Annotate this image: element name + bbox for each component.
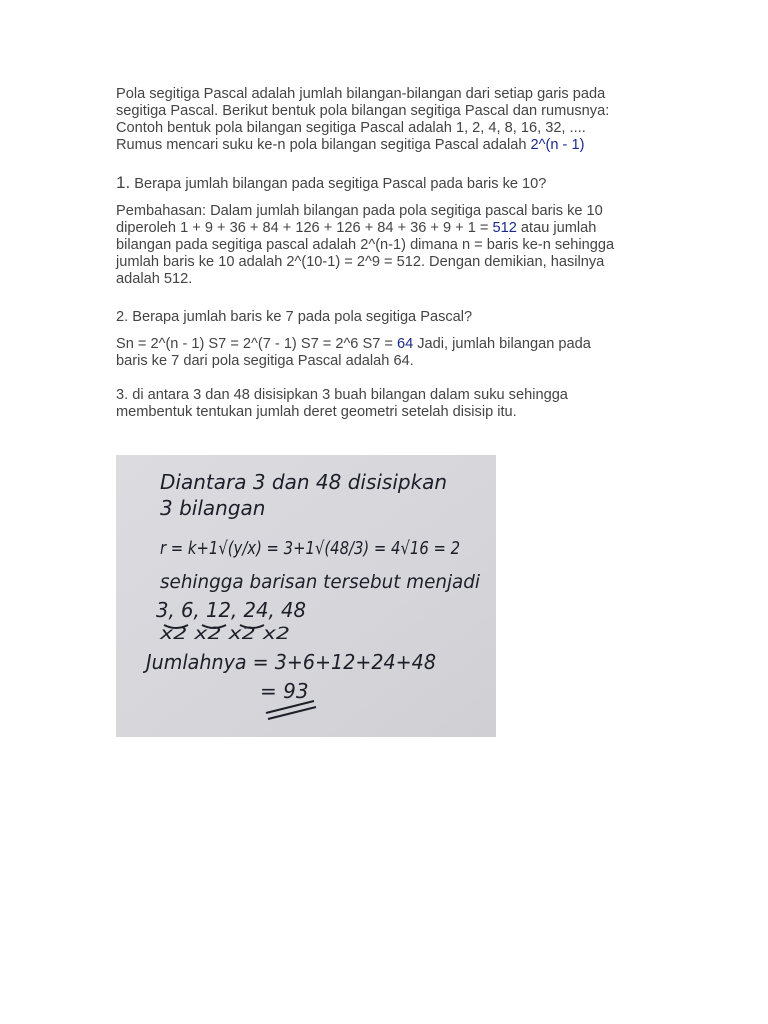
answer-2-text: Jadi, jumlah bilangan pada [413,336,591,352]
handwritten-line: sehingga barisan tersebut menjadi [160,571,481,593]
intro-formula: 2^(n - 1) [530,137,585,153]
question-3-line: 3. di antara 3 dan 48 disisipkan 3 buah bilangan dalam suku sehingga [116,387,568,403]
question-3-line: membentuk tentukan jumlah deret geometri setelah disisip itu. [116,404,517,420]
intro-line: Contoh bentuk pola bilangan segitiga Pascal adalah 1, 2, 4, 8, 16, 32, .... [116,120,586,136]
question-1 [116,174,656,193]
handwritten-line: x2 x2 x2 x2 [158,624,290,644]
answer-2 [116,336,656,370]
answer-2-text: Sn = 2^(n - 1) S7 = 2^(7 - 1) S7 = 2^6 S7 = [116,336,397,352]
handwritten-line: Jumlahnya = 3+6+12+24+48 [142,650,436,674]
answer-1-line: jumlah baris ke 10 adalah 2^(10-1) = 2^9 = 512. Dengan demikian, hasilnya [116,254,605,270]
handwritten-line: r = k+1√(y/x) = 3+1√(48/3) = 4√16 = 2 [160,538,460,559]
answer-1 [116,203,656,288]
handwritten-line: 3, 6, 12, 24, 48 [156,598,306,622]
handwritten-line: = 93 [260,679,309,703]
answer-1-line [116,220,656,237]
question-3 [116,387,656,421]
question-1-text: Berapa jumlah bilangan pada segitiga Pascal pada baris ke 10? [130,176,547,192]
question-2: 2. Berapa jumlah baris ke 7 pada pola segitiga Pascal? [116,309,473,325]
handwritten-line: Diantara 3 dan 48 disisipkan [160,470,448,494]
answer-1-line: bilangan pada segitiga pascal adalah 2^(n-1) dimana n = baris ke-n sehingga [116,237,615,253]
document-body [116,86,656,421]
answer-1-result: 512 [492,220,517,236]
question-1-number: 1. [116,173,131,192]
answer-1-line: Pembahasan: Dalam jumlah bilangan pada pola segitiga pascal baris ke 10 [116,203,603,219]
answer-2-result: 64 [396,336,414,352]
answer-2-line [116,336,656,353]
answer-1-line: adalah 512. [116,271,193,287]
intro-paragraph [116,86,656,154]
answer-2-line: baris ke 7 dari pola segitiga Pascal adalah 64. [116,353,414,369]
intro-line: segitiga Pascal. Berikut bentuk pola bilangan segitiga Pascal dan rumusnya: [116,103,610,119]
answer-1-text: diperoleh 1 + 9 + 36 + 84 + 126 + 126 + 84 + 36 + 9 + 1 = [116,220,493,236]
answer-1-text: atau jumlah [516,220,597,236]
handwritten-line: 3 bilangan [160,496,266,520]
handwritten-solution-photo [116,455,496,737]
intro-formula-label: Rumus mencari suku ke-n pola bilangan segitiga Pascal adalah [116,137,531,153]
intro-line: Pola segitiga Pascal adalah jumlah bilangan-bilangan dari setiap garis pada [116,86,606,102]
intro-line [116,137,656,154]
